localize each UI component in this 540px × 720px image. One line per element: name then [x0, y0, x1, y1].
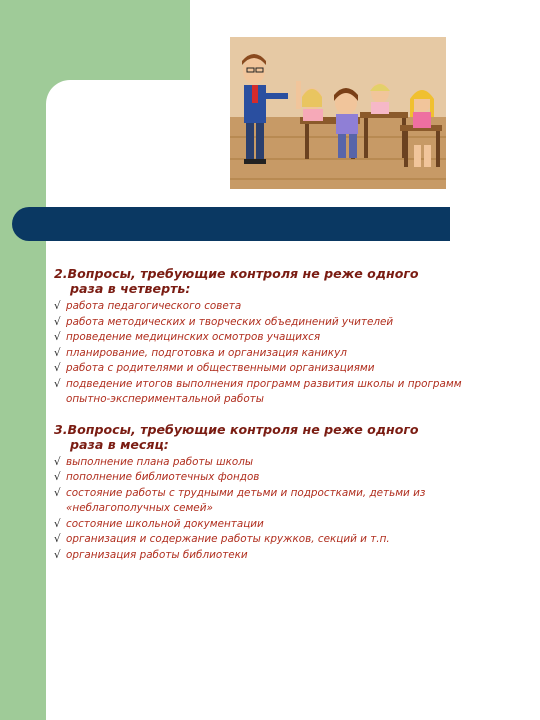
- check-mark-icon: √: [54, 533, 61, 545]
- item-text: работа методических и творческих объединений учителей: [66, 315, 394, 328]
- section-title: [54, 266, 484, 296]
- check-mark-icon: √: [54, 331, 61, 343]
- list-item: [54, 486, 484, 517]
- check-mark-icon: √: [54, 346, 61, 359]
- classroom-drawing: [230, 37, 446, 189]
- check-mark-icon: √: [54, 517, 61, 530]
- item-text: проведение медицинских осмотров учащихся: [66, 331, 321, 343]
- item-text: организация и содержание работы кружков, секций и т.п.: [66, 533, 390, 545]
- check-mark-icon: √: [54, 548, 61, 561]
- section-quarterly: [54, 266, 484, 408]
- list-item: [54, 517, 484, 533]
- section-title-line1: 3.Вопросы, требующие контроля не реже одного: [54, 421, 419, 437]
- check-mark-icon: √: [54, 471, 61, 483]
- check-mark-icon: √: [54, 362, 61, 374]
- rounded-notch: [46, 80, 206, 220]
- item-text: состояние работы с трудными детьми и подростками, детьми из «неблагополучных семей»: [66, 486, 426, 514]
- section-title: [54, 422, 484, 452]
- check-mark-icon: √: [54, 300, 61, 312]
- content-area: [54, 266, 484, 577]
- section-title-line1: 2.Вопросы, требующие контроля не реже одного: [54, 266, 419, 281]
- check-mark-icon: √: [54, 455, 61, 468]
- section-title-line2: раза в четверть:: [70, 281, 191, 296]
- header-band: [12, 207, 450, 241]
- item-text: работа с родителями и общественными организациями: [66, 362, 375, 374]
- item-list: [54, 455, 484, 564]
- section-title-line2: раза в месяц:: [70, 436, 169, 452]
- list-item: [54, 315, 484, 331]
- list-item: [54, 299, 484, 315]
- item-text: пополнение библиотечных фондов: [66, 471, 260, 483]
- item-text: выполнение плана работы школы: [66, 455, 254, 468]
- classroom-illustration: [230, 37, 446, 189]
- list-item: [54, 532, 484, 548]
- list-item: [54, 470, 484, 486]
- check-mark-icon: √: [54, 377, 61, 390]
- list-item: [54, 361, 484, 377]
- list-item: [54, 377, 484, 408]
- item-text: работа педагогического совета: [66, 300, 242, 312]
- item-text: организация работы библиотеки: [66, 548, 248, 561]
- item-text: подведение итогов выполнения программ развития школы и программ опытно-экспериментальной работы: [66, 377, 462, 405]
- side-decor-bar: [0, 0, 46, 720]
- item-list: [54, 299, 484, 408]
- list-item: [54, 346, 484, 362]
- check-mark-icon: √: [54, 315, 61, 328]
- check-mark-icon: √: [54, 486, 61, 499]
- list-item: [54, 330, 484, 346]
- section-monthly: [54, 422, 484, 564]
- list-item: [54, 455, 484, 471]
- item-text: состояние школьной документации: [66, 517, 264, 530]
- item-text: планирование, подготовка и организация каникул: [66, 346, 347, 359]
- list-item: [54, 548, 484, 564]
